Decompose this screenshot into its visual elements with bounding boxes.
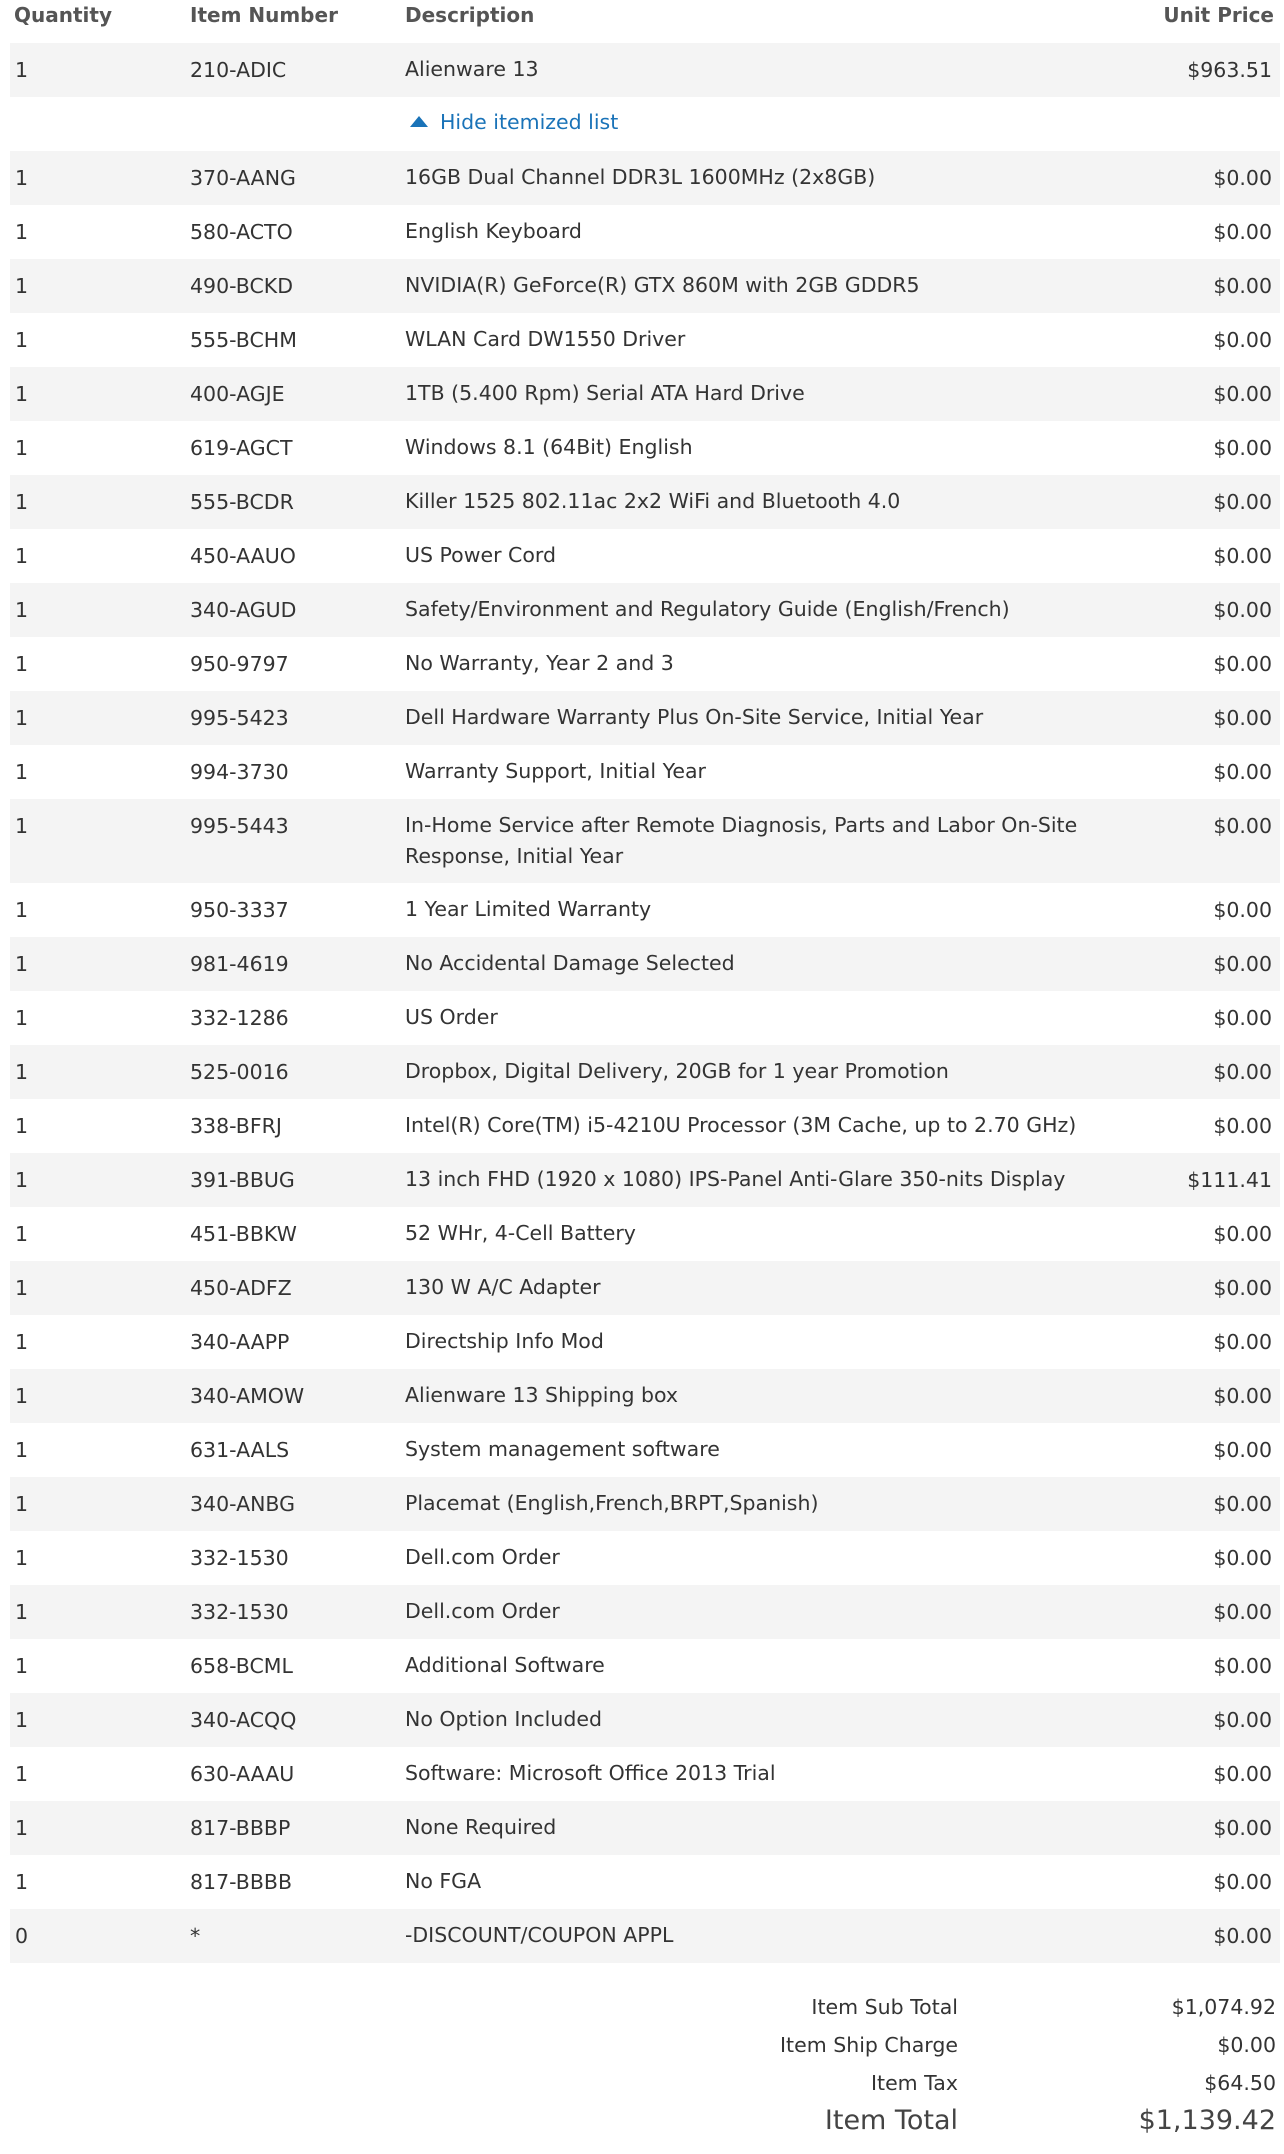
table-row — [10, 421, 1280, 475]
qty-cell: 1 — [15, 1492, 29, 1516]
table-row — [10, 475, 1280, 529]
description-cell: Directship Info Mod — [405, 1329, 604, 1353]
table-row — [10, 637, 1280, 691]
price-cell: $0.00 — [1213, 814, 1272, 838]
table-row — [10, 205, 1280, 259]
table-row — [10, 1909, 1280, 1963]
price-cell: $0.00 — [1213, 1384, 1272, 1408]
item-number-cell: 555-BCHM — [190, 328, 297, 352]
qty-cell: 1 — [15, 1708, 29, 1732]
description-cell: English Keyboard — [405, 219, 582, 243]
price-cell: $0.00 — [1213, 1762, 1272, 1786]
table-row — [10, 1531, 1280, 1585]
price-cell: $0.00 — [1213, 1816, 1272, 1840]
description-cell: Additional Software — [405, 1653, 605, 1677]
qty-cell: 1 — [15, 1654, 29, 1678]
price-cell: $0.00 — [1213, 1600, 1272, 1624]
item-number-cell: 338-BFRJ — [190, 1114, 282, 1138]
description-cell: WLAN Card DW1550 Driver — [405, 327, 686, 351]
items-table — [10, 43, 1280, 1963]
price-cell: $0.00 — [1213, 1330, 1272, 1354]
price-cell: $0.00 — [1213, 1006, 1272, 1030]
table-row — [10, 1747, 1280, 1801]
header-unit-price: Unit Price — [1163, 3, 1274, 27]
price-cell: $0.00 — [1213, 1924, 1272, 1948]
description-cell: Killer 1525 802.11ac 2x2 WiFi and Bluetooth 4.0 — [405, 489, 901, 513]
table-row — [10, 799, 1280, 883]
table-row — [10, 1099, 1280, 1153]
table-row — [10, 1369, 1280, 1423]
qty-cell: 1 — [15, 652, 29, 676]
subtotal-label: Item Sub Total — [811, 1995, 958, 2019]
price-cell: $0.00 — [1213, 436, 1272, 460]
item-number-cell: * — [190, 1924, 201, 1948]
table-row — [10, 1207, 1280, 1261]
item-number-cell: 994-3730 — [190, 760, 289, 784]
qty-cell: 1 — [15, 952, 29, 976]
ship-charge-label: Item Ship Charge — [780, 2033, 958, 2057]
price-cell: $0.00 — [1213, 544, 1272, 568]
item-number-cell: 950-3337 — [190, 898, 289, 922]
qty-cell: 1 — [15, 166, 29, 190]
qty-cell: 1 — [15, 382, 29, 406]
table-row — [10, 259, 1280, 313]
qty-cell: 1 — [15, 1060, 29, 1084]
description-cell: Warranty Support, Initial Year — [405, 759, 706, 783]
table-row — [10, 883, 1280, 937]
table-row — [10, 1693, 1280, 1747]
description-cell: Intel(R) Core(TM) i5-4210U Processor (3M Cache, up to 2.70 GHz) — [405, 1113, 1077, 1137]
qty-cell: 1 — [15, 706, 29, 730]
qty-cell: 1 — [15, 1276, 29, 1300]
price-cell: $0.00 — [1213, 1222, 1272, 1246]
item-number-cell: 525-0016 — [190, 1060, 289, 1084]
qty-cell: 1 — [15, 814, 29, 838]
qty-cell: 1 — [15, 898, 29, 922]
qty-cell: 1 — [15, 1330, 29, 1354]
table-row — [10, 1315, 1280, 1369]
item-number-cell: 817-BBBP — [190, 1816, 291, 1840]
description-cell: NVIDIA(R) GeForce(R) GTX 860M with 2GB GDDR5 — [405, 273, 920, 297]
table-row — [10, 151, 1280, 205]
qty-cell: 0 — [15, 1924, 29, 1948]
description-cell: 13 inch FHD (1920 x 1080) IPS-Panel Anti-Glare 350-nits Display — [405, 1167, 1066, 1191]
item-number-cell: 340-AAPP — [190, 1330, 290, 1354]
description-cell: Alienware 13 Shipping box — [405, 1383, 679, 1407]
triangle-up-icon — [410, 116, 428, 127]
table-header — [0, 0, 1284, 36]
price-cell: $0.00 — [1213, 1654, 1272, 1678]
description-cell: US Power Cord — [405, 543, 556, 567]
qty-cell: 1 — [15, 598, 29, 622]
hide-itemized-list-link[interactable] — [410, 110, 618, 134]
price-cell: $0.00 — [1213, 1708, 1272, 1732]
table-row — [10, 1477, 1280, 1531]
total-label: Item Total — [824, 2105, 958, 2136]
price-cell: $0.00 — [1213, 898, 1272, 922]
table-row — [10, 313, 1280, 367]
item-number-cell: 630-AAAU — [190, 1762, 295, 1786]
description-cell: Windows 8.1 (64Bit) English — [405, 435, 693, 459]
item-number-cell: 555-BCDR — [190, 490, 294, 514]
price-cell: $0.00 — [1213, 1114, 1272, 1138]
table-row — [10, 583, 1280, 637]
qty-cell: 1 — [15, 1870, 29, 1894]
item-number-cell: 995-5423 — [190, 706, 289, 730]
item-number-cell: 450-AAUO — [190, 544, 296, 568]
description-cell: US Order — [405, 1005, 498, 1029]
tax-label: Item Tax — [870, 2071, 958, 2095]
item-number-cell: 400-AGJE — [190, 382, 285, 406]
item-number-cell: 451-BBKW — [190, 1222, 297, 1246]
qty-cell: 1 — [15, 436, 29, 460]
tax-value: $64.50 — [1204, 2071, 1276, 2095]
item-number-cell: 210-ADIC — [190, 58, 287, 82]
price-cell: $0.00 — [1213, 382, 1272, 406]
price-cell: $0.00 — [1213, 490, 1272, 514]
item-number-cell: 340-AGUD — [190, 598, 297, 622]
qty-cell: 1 — [15, 274, 29, 298]
table-row — [10, 1639, 1280, 1693]
table-row — [10, 691, 1280, 745]
item-number-cell: 817-BBBB — [190, 1870, 293, 1894]
table-row — [10, 1045, 1280, 1099]
qty-cell: 1 — [15, 1438, 29, 1462]
price-cell: $0.00 — [1213, 166, 1272, 190]
qty-cell: 1 — [15, 1114, 29, 1138]
table-row — [10, 1801, 1280, 1855]
item-number-cell: 370-AANG — [190, 166, 296, 190]
description-cell: 130 W A/C Adapter — [405, 1275, 601, 1299]
item-number-cell: 658-BCML — [190, 1654, 293, 1678]
qty-cell: 1 — [15, 1600, 29, 1624]
price-cell: $0.00 — [1213, 328, 1272, 352]
table-row — [10, 367, 1280, 421]
table-row — [10, 1423, 1280, 1477]
item-number-cell: 332-1530 — [190, 1546, 289, 1570]
price-cell: $0.00 — [1213, 598, 1272, 622]
qty-cell: 1 — [15, 1762, 29, 1786]
price-cell: $0.00 — [1213, 1492, 1272, 1516]
price-cell: $0.00 — [1213, 652, 1272, 676]
description-cell: Alienware 13 — [405, 57, 539, 81]
description-cell: -DISCOUNT/COUPON APPL — [405, 1923, 674, 1947]
qty-cell: 1 — [15, 328, 29, 352]
item-number-cell: 340-ANBG — [190, 1492, 296, 1516]
price-cell: $0.00 — [1213, 1438, 1272, 1462]
item-number-cell: 490-BCKD — [190, 274, 294, 298]
subtotal-value: $1,074.92 — [1171, 1995, 1276, 2019]
item-number-cell: 450-ADFZ — [190, 1276, 292, 1300]
qty-cell: 1 — [15, 1546, 29, 1570]
table-row — [10, 1585, 1280, 1639]
qty-cell: 1 — [15, 1816, 29, 1840]
item-number-cell: 631-AALS — [190, 1438, 290, 1462]
qty-cell: 1 — [15, 760, 29, 784]
price-cell: $0.00 — [1213, 274, 1272, 298]
item-number-cell: 332-1286 — [190, 1006, 289, 1030]
description-cell: No Warranty, Year 2 and 3 — [405, 651, 674, 675]
table-row — [10, 937, 1280, 991]
price-cell: $0.00 — [1213, 706, 1272, 730]
description-cell: Software: Microsoft Office 2013 Trial — [405, 1761, 776, 1785]
description-cell: 16GB Dual Channel DDR3L 1600MHz (2x8GB) — [405, 165, 876, 189]
description-cell: No FGA — [405, 1869, 482, 1893]
item-number-cell: 995-5443 — [190, 814, 289, 838]
qty-cell: 1 — [15, 1006, 29, 1030]
price-cell: $0.00 — [1213, 1276, 1272, 1300]
description-cell: 1TB (5.400 Rpm) Serial ATA Hard Drive — [405, 381, 805, 405]
item-number-cell: 950-9797 — [190, 652, 289, 676]
description-cell: No Accidental Damage Selected — [405, 951, 735, 975]
ship-charge-value: $0.00 — [1217, 2033, 1276, 2057]
qty-cell: 1 — [15, 544, 29, 568]
qty-cell: 1 — [15, 1384, 29, 1408]
price-cell: $0.00 — [1213, 760, 1272, 784]
price-cell: $0.00 — [1213, 220, 1272, 244]
header-description: Description — [405, 3, 535, 27]
header-quantity: Quantity — [14, 3, 112, 27]
table-row — [10, 529, 1280, 583]
qty-cell: 1 — [15, 490, 29, 514]
toggle-row — [10, 97, 1280, 151]
description-cell: Dell.com Order — [405, 1599, 560, 1623]
item-number-cell: 391-BBUG — [190, 1168, 295, 1192]
qty-cell: 1 — [15, 220, 29, 244]
item-number-cell: 340-ACQQ — [190, 1708, 297, 1732]
description-cell: 52 WHr, 4-Cell Battery — [405, 1221, 636, 1245]
description-cell: Safety/Environment and Regulatory Guide (English/French) — [405, 597, 1010, 621]
table-row — [10, 745, 1280, 799]
price-cell: $963.51 — [1187, 58, 1272, 82]
price-cell: $0.00 — [1213, 1870, 1272, 1894]
price-cell: $0.00 — [1213, 1060, 1272, 1084]
qty-cell: 1 — [15, 58, 29, 82]
qty-cell: 1 — [15, 1222, 29, 1246]
description-cell: Dropbox, Digital Delivery, 20GB for 1 year Promotion — [405, 1059, 949, 1083]
toggle-label: Hide itemized list — [440, 110, 619, 134]
description-cell: System management software — [405, 1437, 720, 1461]
item-number-cell: 332-1530 — [190, 1600, 289, 1624]
description-cell: Dell.com Order — [405, 1545, 560, 1569]
price-cell: $111.41 — [1187, 1168, 1272, 1192]
description-cell: None Required — [405, 1815, 557, 1839]
total-value: $1,139.42 — [1138, 2105, 1276, 2136]
description-cell: No Option Included — [405, 1707, 602, 1731]
table-row-main — [10, 43, 1280, 97]
price-cell: $0.00 — [1213, 1546, 1272, 1570]
table-row — [10, 1261, 1280, 1315]
table-row — [10, 1153, 1280, 1207]
item-number-cell: 340-AMOW — [190, 1384, 305, 1408]
header-item-number: Item Number — [190, 3, 338, 27]
description-cell: In-Home Service after Remote Diagnosis, Parts and Labor On-Site Response, Initial Year — [405, 813, 1078, 868]
item-number-cell: 619-AGCT — [190, 436, 293, 460]
description-cell: Placemat (English,French,BRPT,Spanish) — [405, 1491, 819, 1515]
table-row — [10, 1855, 1280, 1909]
qty-cell: 1 — [15, 1168, 29, 1192]
description-cell: Dell Hardware Warranty Plus On-Site Service, Initial Year — [405, 705, 984, 729]
table-row — [10, 991, 1280, 1045]
item-number-cell: 580-ACTO — [190, 220, 293, 244]
description-cell: 1 Year Limited Warranty — [405, 897, 652, 921]
price-cell: $0.00 — [1213, 952, 1272, 976]
item-number-cell: 981-4619 — [190, 952, 289, 976]
